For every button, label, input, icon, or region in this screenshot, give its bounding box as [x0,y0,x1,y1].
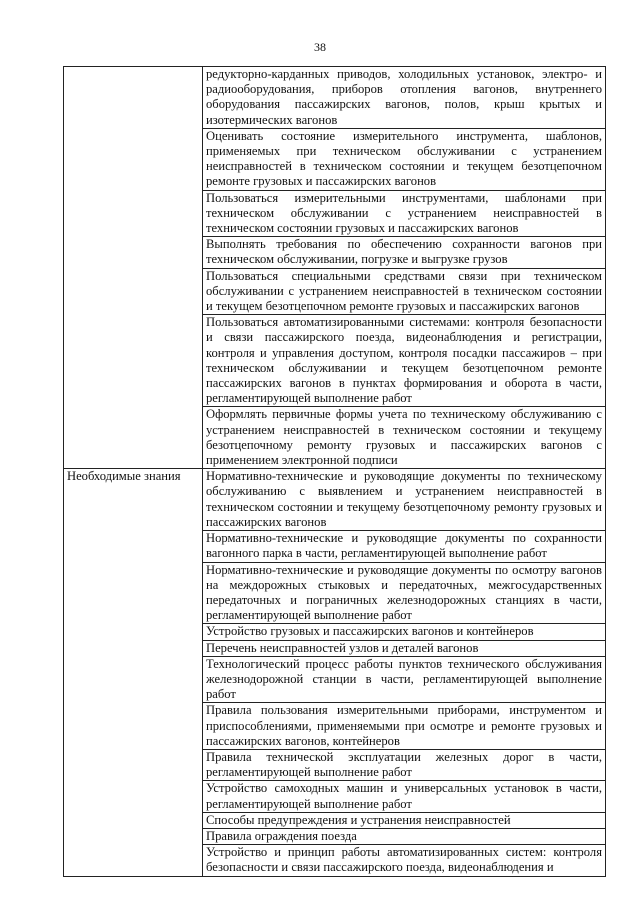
requirement-cell: Выполнять требования по обеспечению сохранности вагонов при техническом обслуживании, погрузке и выгрузке грузов [203,237,606,268]
table-row [64,67,606,129]
requirement-cell: Устройство и принцип работы автоматизированных систем: контроля безопасности и связи пассажирского поезда, видеонаблюдения и [203,845,606,876]
requirement-cell: Оценивать состояние измерительного инструмента, шаблонов, применяемых при техническом обслуживании с устранением неисправностей в техническом состоянии и текущем безотцепочном ремонте грузовых и пассажирских вагонов [203,128,606,190]
requirement-cell: Оформлять первичные формы учета по техническому обслуживанию с устранением неисправностей в техническом состоянии и текущему безотцепочному ремонту грузовых и пассажирских вагонов с применением электронной подписи [203,407,606,469]
requirement-cell: Пользоваться автоматизированными системами: контроля безопасности и связи пассажирского поезда, видеонаблюдения и регистрации, контроля и управления доступом, контроля посадки пассажиров – при техническом обслуживании и текущем безотцепочном ремонте пассажирских вагонов в пунктах формирования и оборота в части, регламентирующей выполнение работ [203,315,606,407]
requirement-cell: Правила технической эксплуатации железных дорог в части, регламентирующей выполнение работ [203,749,606,780]
competency-table [63,66,606,877]
requirement-cell: Способы предупреждения и устранения неисправностей [203,812,606,828]
requirement-cell: Устройство грузовых и пассажирских вагонов и контейнеров [203,624,606,640]
section-label-cell: Необходимые знания [64,469,203,876]
requirement-cell: Нормативно-технические и руководящие документы по техническому обслуживанию с выявлением и устранением неисправностей в техническом состоянии и текущему безотцепочному ремонту грузовых и пассажирских вагонов [203,469,606,531]
requirement-cell: Нормативно-технические и руководящие документы по осмотру вагонов на междорожных стыковых и передаточных, межгосударственных передаточных и пограничных железнодорожных станциях в части, регламентирующей выполнение работ [203,562,606,624]
requirement-cell: Нормативно-технические и руководящие документы по сохранности вагонного парка в части, регламентирующей выполнение работ [203,531,606,562]
requirement-cell: редукторно-карданных приводов, холодильных установок, электро- и радиооборудования, приборов отопления вагонов, внутреннего оборудования пассажирских вагонов, полов, крыш крытых и изотермических вагонов [203,67,606,129]
requirement-cell: Перечень неисправностей узлов и деталей вагонов [203,640,606,656]
page-number: 38 [314,40,326,54]
requirement-cell: Пользоваться специальными средствами связи при техническом обслуживании с устранением неисправностей в техническом состоянии и текущем безотцепочном ремонте грузовых и пассажирских вагонов [203,268,606,315]
requirement-cell: Пользоваться измерительными инструментами, шаблонами при техническом обслуживании с устранением неисправностей в техническом состоянии грузовых и пассажирских вагонов [203,190,606,237]
requirement-cell: Устройство самоходных машин и универсальных установок в части, регламентирующей выполнение работ [203,781,606,812]
section-label-cell [64,67,203,469]
table-row [64,469,606,531]
requirement-cell: Технологический процесс работы пунктов технического обслуживания железнодорожной станции в части, регламентирующей выполнение работ [203,656,606,703]
requirement-cell: Правила ограждения поезда [203,828,606,844]
requirement-cell: Правила пользования измерительными приборами, инструментом и приспособлениями, применяемыми при осмотре и ремонте грузовых и пассажирских вагонов, контейнеров [203,703,606,750]
